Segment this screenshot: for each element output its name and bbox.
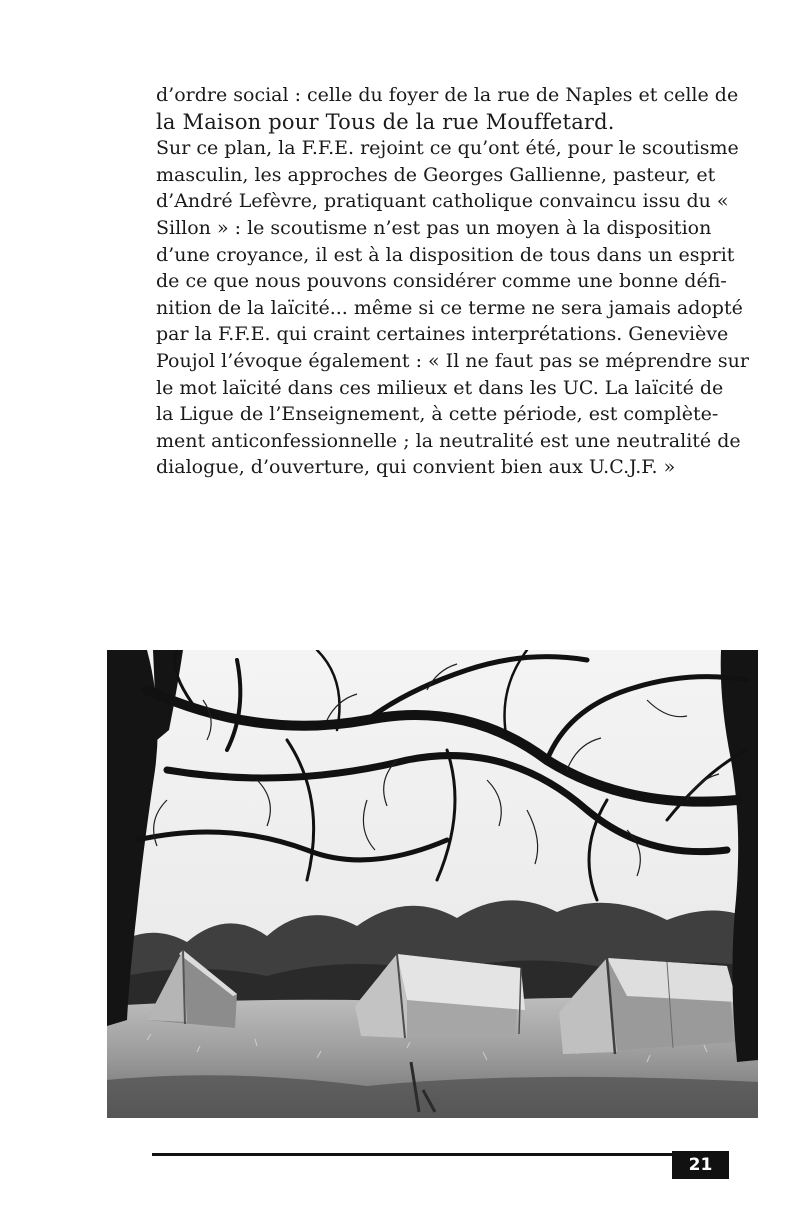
footer-rule (152, 1153, 729, 1156)
text-line: par la F.F.E. qui craint certaines interprétations. Geneviève (156, 323, 729, 346)
text-line: nition de la laïcité... même si ce terme ne sera jamais adopté (156, 296, 743, 319)
page-number: 21 (672, 1151, 729, 1179)
text-line: la Maison pour Tous de la rue Mouffetard. (156, 109, 615, 134)
text-line: ment anticonfessionnelle ; la neutralité est une neutralité de (156, 429, 741, 452)
text-line: dialogue, d’ouverture, qui convient bien aux U.C.J.F. » (156, 456, 676, 479)
text-line: d’une croyance, il est à la disposition de tous dans un esprit (156, 243, 735, 266)
camp-photo-illustration (107, 650, 758, 1118)
text-line: Sur ce plan, la F.F.E. rejoint ce qu’ont été, pour le scoutisme (156, 137, 739, 160)
text-line: d’André Lefèvre, pratiquant catholique convaincu issu du « (156, 190, 729, 213)
text-line: le mot laïcité dans ces milieux et dans les UC. La laïcité de (156, 376, 724, 399)
text-line: d’ordre social : celle du foyer de la rue de Naples et celle de (156, 84, 739, 106)
text-line: Poujol l’évoque également : « Il ne faut pas se méprendre sur (156, 349, 749, 372)
camp-photo (107, 650, 758, 1118)
text-line: de ce que nous pouvons considérer comme une bonne défi- (156, 270, 727, 293)
body-text (156, 82, 749, 481)
text-line: Sillon » : le scoutisme n’est pas un moyen à la disposition (156, 216, 712, 239)
text-line: la Ligue de l’Enseignement, à cette période, est complète- (156, 403, 719, 426)
text-line: masculin, les approches de Georges Gallienne, pasteur, et (156, 163, 716, 186)
